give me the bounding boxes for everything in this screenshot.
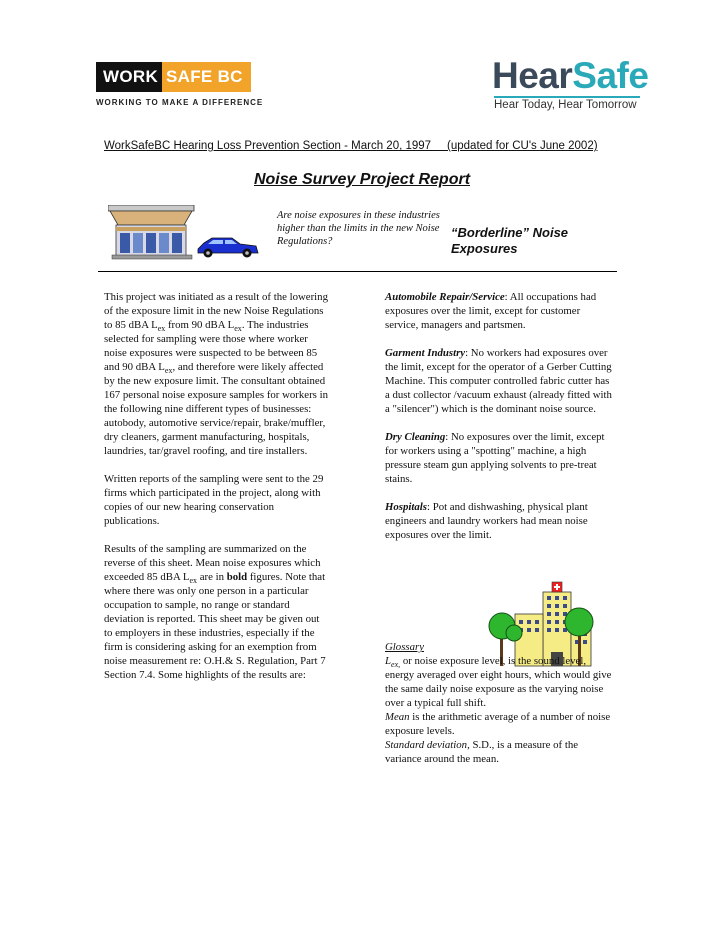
mean-definition: is the arithmetic average of a number of noise exposure levels.: [385, 711, 611, 737]
auto-paragraph: [385, 290, 615, 332]
results-text-3: figures. Note that where there was only one person in a particular occupation to sample, no range or standard deviation is reported. This sheet may be given out to employers in these industries, especially if the firm is considering asking for an exemption from noise measurement re: O.H.& S. Regulation, Part 7 Section 7.4. Some highlights of the results are:: [104, 571, 326, 681]
results-text-2: are in: [197, 571, 227, 583]
page-title-text: Noise Survey Project Report: [253, 171, 471, 188]
garment-paragraph: [385, 346, 615, 416]
drycleaning-paragraph: [385, 430, 615, 486]
subscript-ex: ex: [157, 324, 166, 333]
section-divider: [98, 271, 617, 272]
header-line: WorkSafeBC Hearing Loss Prevention Section - March 20, 1997 (updated for CU's June 2002): [104, 140, 598, 152]
glossary-mean: [385, 710, 615, 738]
hospitals-heading: Hospitals: [385, 501, 427, 513]
garment-text: : No workers had exposures over the limit, except for the operator of a Gerber Cutting Machine. This computer controlled fabric cutter has a dust collector /vacuum exhaust (already fitted with a "silencer") which is the dominant noise source.: [385, 347, 612, 415]
hearsafe-logo-word1: Hear: [492, 55, 573, 96]
results-text-1: Results of the sampling are summarized on the reverse of this sheet. Mean noise exposures which exceeded 85 dBA L: [104, 543, 321, 583]
subscript-ex: ex: [189, 576, 198, 585]
left-column: [104, 290, 328, 696]
building-car-illustration: [108, 205, 263, 260]
subscript-ex: ex: [164, 366, 173, 375]
glossary-sd: [385, 738, 615, 766]
glossary: [385, 640, 615, 766]
hearsafe-underline: [494, 96, 640, 99]
drycleaning-heading: Dry Cleaning: [385, 431, 446, 443]
right-column: [385, 290, 615, 556]
worksafe-tagline: WORKING TO MAKE A DIFFERENCE: [96, 98, 264, 107]
lex-term: L: [385, 655, 392, 667]
intro-text-2: from 90 dBA L: [165, 319, 235, 331]
drycleaning-text: : No exposures over the limit, except for workers using a "spotting" machine, a high pressure steam gun applying solvents to pre-treat stains.: [385, 431, 605, 485]
intro-paragraph: [104, 290, 328, 458]
intro-text-4: , and therefore were likely affected by the new exposure limit. The consultant obtained 167 personal noise exposure samples for workers in the following nine different types of businesses: autobody, automotive service/repair, brake/muffler, dry cleaners, garment manufacturing, hospitals, laundries, tar/gravel roofing, and tire installers.: [104, 361, 328, 457]
glossary-heading: Glossary: [385, 641, 424, 653]
hospitals-paragraph: [385, 500, 615, 542]
lex-subscript: ex,: [391, 660, 401, 669]
sd-definition: , S.D., is a measure of the variance around the mean.: [385, 739, 579, 765]
intro-text-3: . The industries selected for sampling were those where worker noise exposures were suspected to be between 85 and 90 dBA L: [104, 319, 318, 373]
auto-heading: Automobile Repair/Service: [385, 291, 505, 303]
banner-question: Are noise exposures in these industries higher than the limits in the new Noise Regulations?: [277, 210, 440, 247]
reports-paragraph: Written reports of the sampling were sent to the 29 firms which participated in the project, along with copies of our new hearing conservation publications.: [104, 473, 324, 527]
worksafe-logo-word2: SAFE BC: [162, 62, 251, 92]
lex-definition: or noise exposure level, is the sound level, energy averaged over eight hours, which would give the same daily noise exposure as the varying noise over a typical full shift.: [385, 655, 612, 709]
worksafe-logo-word1: WORK: [96, 62, 162, 92]
banner-headline: “Borderline” Noise Exposures: [451, 225, 569, 256]
intro-text-1: This project was initiated as a result of the lowering of the exposure limit in the new Noise Regulations to 85 dBA L: [104, 291, 328, 331]
sd-term: Standard deviation: [385, 739, 468, 751]
hearsafe-logo-word2: Safe: [572, 55, 649, 96]
results-paragraph: [104, 542, 328, 682]
worksafebc-logo: [96, 62, 251, 92]
results-bold-word: bold: [226, 571, 248, 583]
glossary-lex: [385, 654, 615, 710]
page-title: [0, 171, 724, 189]
mean-term: Mean: [385, 711, 410, 723]
hospitals-text: : Pot and dishwashing, physical plant engineers and laundry workers had mean noise exposures over the limit.: [385, 501, 588, 541]
auto-text: : All occupations had exposures over the limit, except for customer service, managers and partsmen.: [385, 291, 597, 331]
hearsafe-tagline: Hear Today, Hear Tomorrow: [494, 99, 637, 111]
subscript-ex: ex: [234, 324, 242, 333]
hearsafe-logo: [492, 56, 648, 96]
garment-heading: Garment Industry: [385, 347, 466, 359]
